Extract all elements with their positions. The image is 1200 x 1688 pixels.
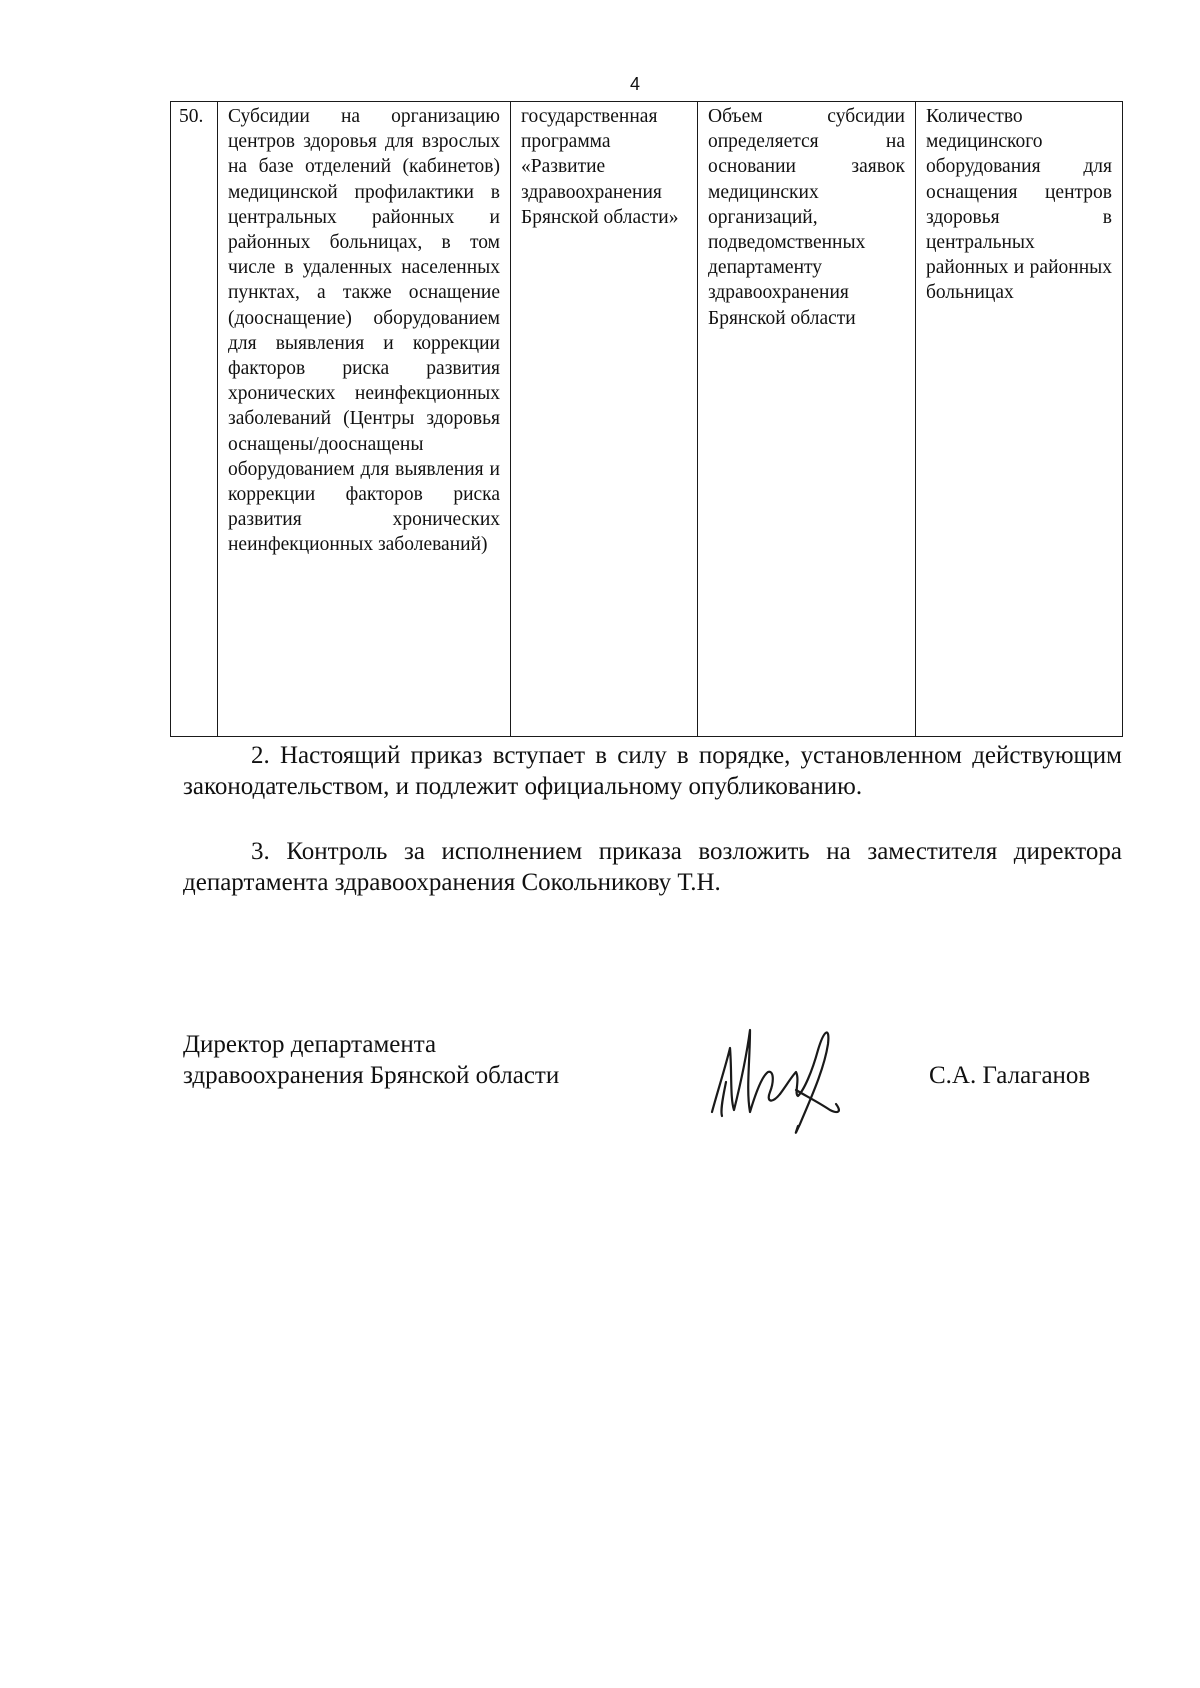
signatory-title <box>183 1029 559 1091</box>
signatory-title-line-2: здравоохранения Брянской области <box>183 1062 560 1089</box>
paragraph-2: 2. Настоящий приказ вступает в силу в порядке, установленном действующим законодательством, и подлежит официальному опубликованию. <box>183 742 1122 800</box>
indicator-cell: Количество медицинского оборудования для оснащения центров здоровья в центральных районных и районных больницах <box>916 102 1123 737</box>
paragraph-3: 3. Контроль за исполнением приказа возложить на заместителя директора департамента здравоохранения Сокольникову Т.Н. <box>183 838 1122 896</box>
program-cell: государственная программа «Развитие здравоохранения Брянской области» <box>511 102 698 737</box>
volume-cell: Объем субсидии определяется на основании заявок медицинских организаций, подведомственных департаменту здравоохранения Брянской области <box>698 102 916 737</box>
table-row <box>171 102 1123 737</box>
subsidy-name-cell: Субсидии на организацию центров здоровья для взрослых на базе отделений (кабинетов) медицинской профилактики в центральных районных и районных больницах, в том числе в удаленных населенных пунктах, а также оснащение (дооснащение) оборудованием для выявления и коррекции факторов риска развития хронических неинфекционных заболеваний (Центры здоровья оснащены/дооснащены оборудованием для выявления и коррекции факторов риска развития хронических неинфекционных заболеваний) <box>218 102 511 737</box>
signatory-name: С.А. Галаганов <box>929 1062 1091 1089</box>
row-number: 50. <box>171 102 218 737</box>
page-number: 4 <box>630 74 641 94</box>
subsidy-table <box>170 101 1123 737</box>
signatory-title-line-1: Директор департамента <box>183 1031 437 1058</box>
handwritten-signature <box>700 1020 860 1140</box>
